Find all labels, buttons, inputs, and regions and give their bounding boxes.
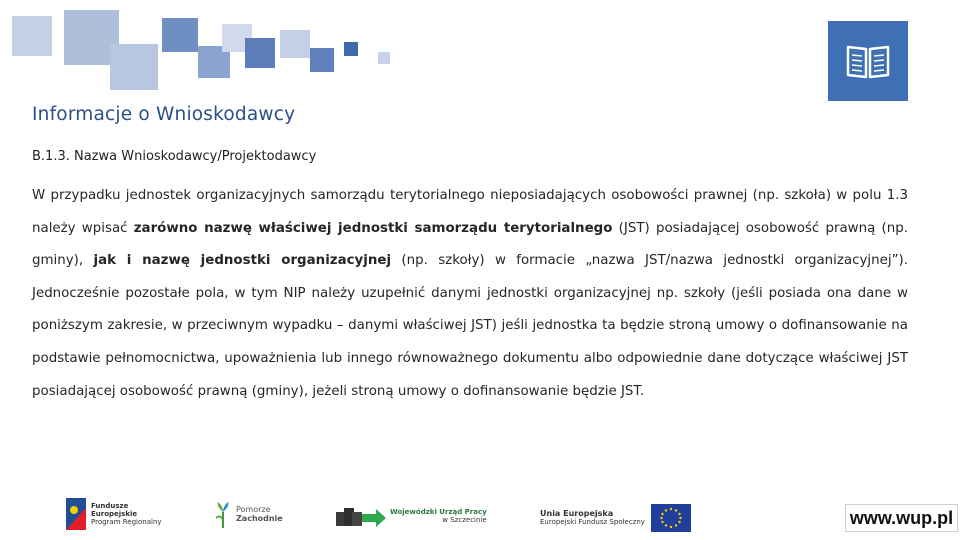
book-icon-box xyxy=(828,21,908,101)
open-book-icon xyxy=(844,41,892,81)
page-title: Informacje o Wnioskodawcy xyxy=(32,104,296,125)
paragraph-part-1: W przypadku jednostek organizacyjnych samorządu terytorialnego nieposiadających osobowości prawnej (np. szkoła) w polu 1.3 należy wpisać xyxy=(32,188,908,236)
eu-flag-icon xyxy=(651,504,691,532)
paragraph-part-5: (np. szkoły) w formacie „nazwa JST/nazwa jednostki organizacyjnej”). Jednocześnie pozostałe pola, w tym NIP należy uzupełnić danymi jednostki organizacyjnej np. szkoły (jeśli posiada ona dane w poniższym zakresie, w przeciwnym wypadku – danymi właściwej JST) jeśli jednostka ta będzie stroną umowy o dofinansowanie na podstawie pełnomocnictwa, upoważnienia lub innego równoważnego dokumentu albo odpowiednie dane dotyczące właściwej JST posiadającej osobowość prawną (gminy), jeżeli stroną umowy o dofinansowanie będzie JST. xyxy=(32,253,908,399)
paragraph-bold-2: jak i nazwę jednostki organizacyjnej xyxy=(93,253,392,269)
fe-flag-icon xyxy=(66,498,86,530)
logo-pomorze-zachodnie: Pomorze Zachodnie xyxy=(214,500,283,528)
logo-unia-europejska: Unia Europejska Europejski Fundusz Społeczny xyxy=(540,504,691,532)
logo-wup-szczecin: Wojewódzki Urząd Pracy w Szczecinie xyxy=(336,502,487,530)
wup-arrows-icon xyxy=(336,502,386,530)
paragraph-bold-1: zarówno nazwę właściwej jednostki samorządu terytorialnego xyxy=(133,220,613,236)
website-label[interactable]: www.wup.pl xyxy=(845,504,958,532)
logo-fundusze-europejskie: Fundusze Europejskie Program Regionalny xyxy=(66,498,162,530)
decorative-squares xyxy=(0,0,420,100)
section-subtitle: B.1.3. Nazwa Wnioskodawcy/Projektodawcy xyxy=(32,149,317,164)
footer-logos xyxy=(0,492,960,540)
pomorze-flower-icon xyxy=(214,500,232,528)
paragraph-part-3: (JST) posiadającej osobowość prawną (np. gminy), xyxy=(32,220,908,269)
body-paragraph xyxy=(32,180,908,408)
